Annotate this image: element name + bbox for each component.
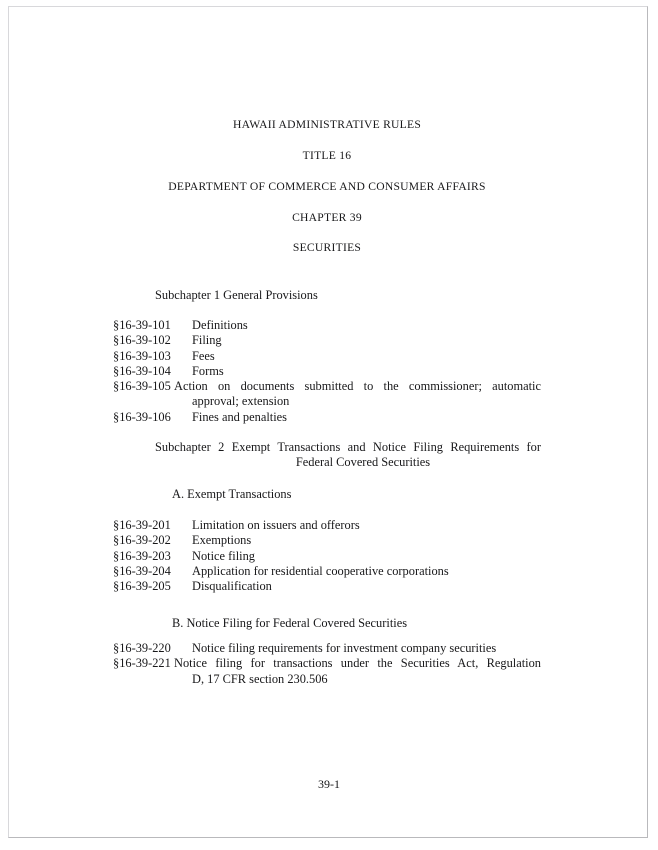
document-title-hawaii-administrative-rules: HAWAII ADMINISTRATIVE RULES (232, 118, 422, 131)
section-title (174, 656, 541, 687)
section-number: §16-39-106 (113, 409, 171, 424)
section-number: §16-39-102 (113, 333, 171, 348)
section-title: Fees (192, 348, 215, 363)
section-title-line-2: approval; extension (192, 394, 290, 409)
section-title: Filing (192, 333, 222, 348)
document-department-name: DEPARTMENT OF COMMERCE AND CONSUMER AFFAIRS (168, 180, 486, 193)
part-b-heading: B. Notice Filing for Federal Covered Securities (172, 616, 408, 630)
section-number: §16-39-202 (113, 533, 171, 548)
section-number: §16-39-221 (113, 656, 171, 671)
document-subject-securities: SECURITIES (292, 241, 362, 254)
section-title: Disqualification (192, 579, 272, 594)
part-a-heading: A. Exempt Transactions (172, 487, 292, 501)
subchapter-2-heading-line-1: Subchapter 2 Exempt Transactions and Notice Filing Requirements for (155, 440, 541, 454)
document-chapter-39: CHAPTER 39 (292, 211, 362, 224)
section-number: §16-39-204 (113, 563, 171, 578)
page-number-footer: 39-1 (318, 777, 340, 791)
section-number: §16-39-104 (113, 363, 171, 378)
section-number: §16-39-205 (113, 579, 171, 594)
section-number: §16-39-105 (113, 379, 171, 394)
section-title: Fines and penalties (192, 409, 287, 424)
section-number: §16-39-201 (113, 518, 171, 532)
section-number: §16-39-203 (113, 548, 171, 563)
section-number: §16-39-220 (113, 641, 171, 655)
section-title-line-1: Notice filing for transactions under the Securities Act, Regulation (174, 656, 541, 671)
section-number: §16-39-103 (113, 348, 171, 363)
subchapter-2-heading-line-2: Federal Covered Securities (295, 455, 431, 470)
section-title: Notice filing (192, 548, 255, 563)
section-title: Notice filing requirements for investment company securities (192, 641, 497, 655)
document-title-16: TITLE 16 (302, 149, 352, 162)
section-title: Definitions (192, 318, 248, 332)
subchapter-2-heading (155, 440, 541, 470)
section-title (174, 379, 541, 410)
subchapter-1-heading: Subchapter 1 General Provisions (155, 288, 318, 302)
section-title-line-1: Action on documents submitted to the commissioner; automatic (174, 379, 541, 394)
section-number: §16-39-101 (113, 318, 171, 332)
section-title: Application for residential cooperative corporations (192, 563, 449, 578)
section-title: Exemptions (192, 533, 252, 548)
section-title: Forms (192, 363, 224, 378)
section-title-line-2: D, 17 CFR section 230.506 (192, 671, 328, 686)
section-title: Limitation on issuers and offerors (192, 518, 360, 532)
